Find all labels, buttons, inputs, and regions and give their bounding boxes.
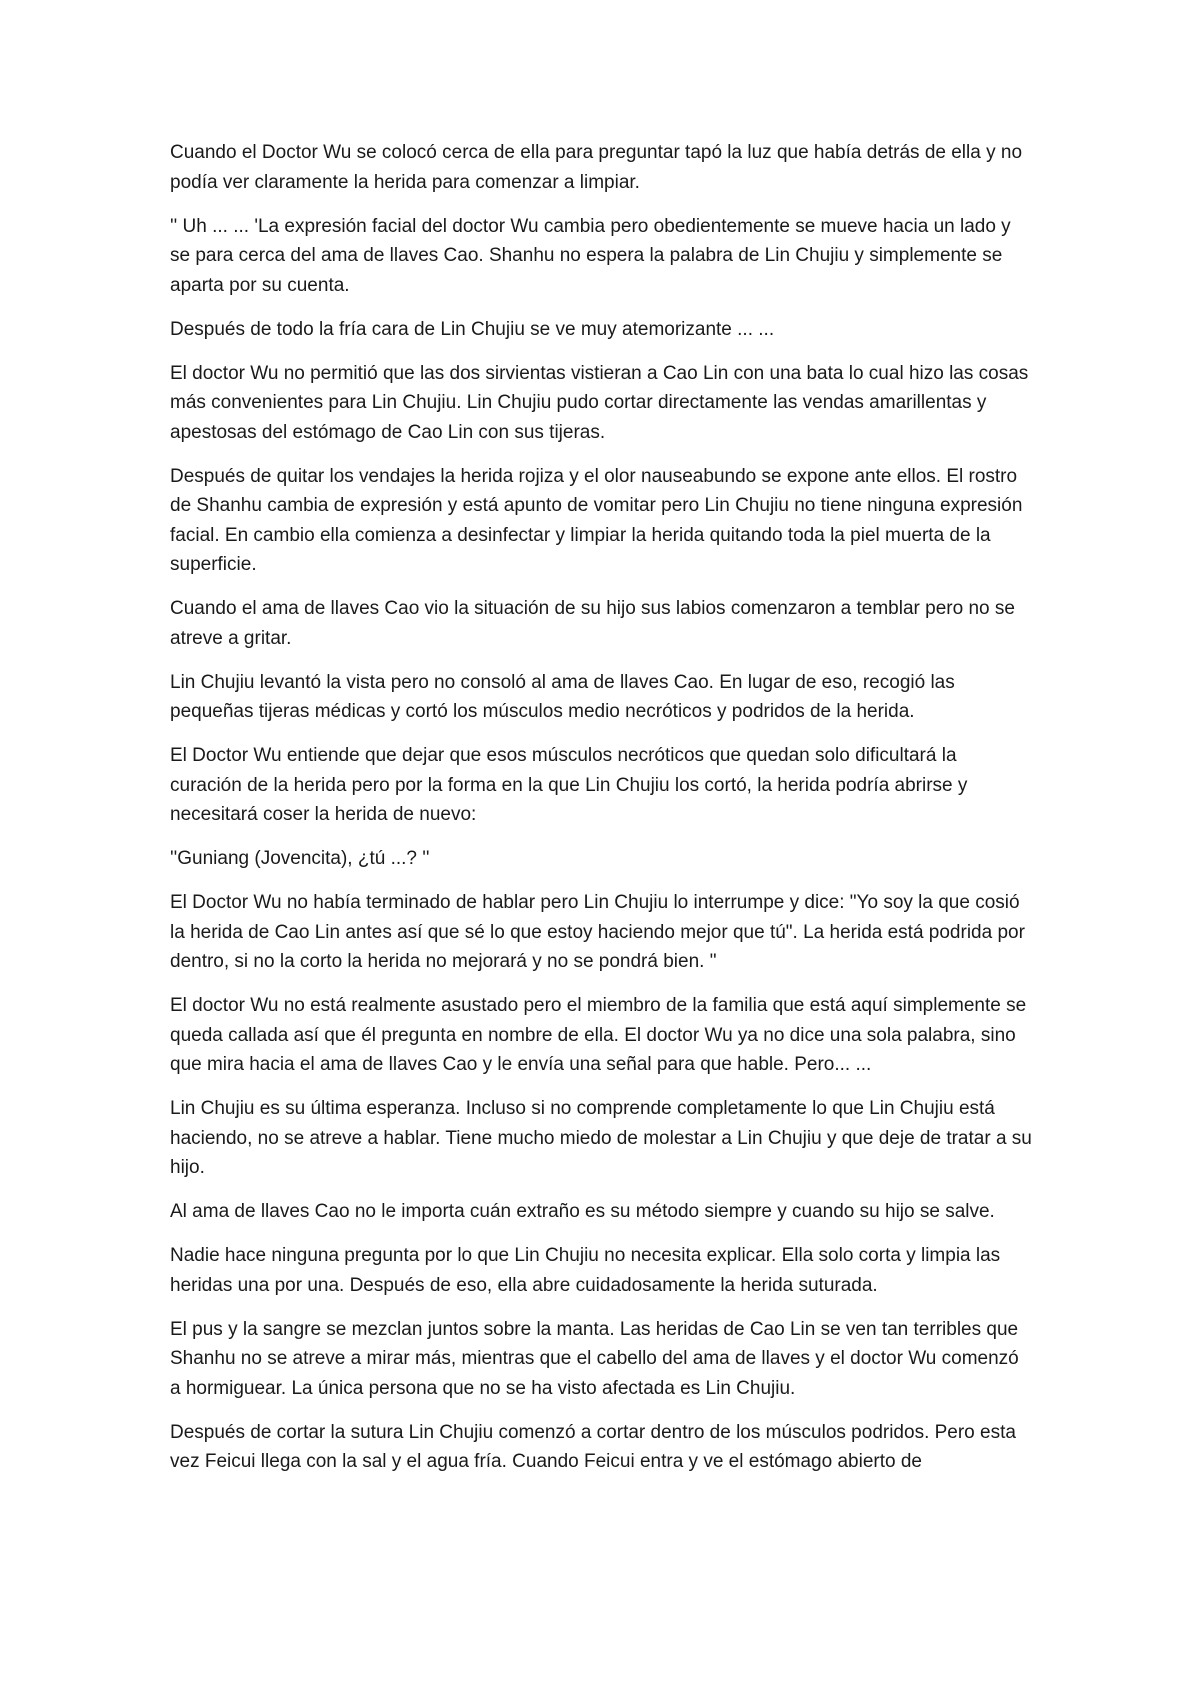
paragraph: Lin Chujiu levantó la vista pero no consoló al ama de llaves Cao. En lugar de eso, recogió las pequeñas tijeras médicas y cortó los músculos medio necróticos y podridos de la herida. (170, 671, 955, 722)
paragraph: El pus y la sangre se mezclan juntos sobre la manta. Las heridas de Cao Lin se ven tan terribles que Shanhu no se atreve a mirar más, mientras que el cabello del ama de llaves y el doctor Wu comenzó a hormiguear. La única persona que no se ha visto afectada es Lin Chujiu. (170, 1318, 1019, 1399)
paragraph: Cuando el ama de llaves Cao vio la situación de su hijo sus labios comenzaron a temblar pero no se atreve a gritar. (170, 598, 1015, 649)
paragraph: Cuando el Doctor Wu se colocó cerca de ella para preguntar tapó la luz que había detrás de ella y no podía ver claramente la herida para comenzar a limpiar. (170, 142, 1023, 193)
paragraph: Nadie hace ninguna pregunta por lo que Lin Chujiu no necesita explicar. Ella solo corta y limpia las heridas una por una. Después de eso, ella abre cuidadosamente la herida suturada. (170, 1245, 1001, 1296)
paragraph: '' Uh ... ... 'La expresión facial del doctor Wu cambia pero obedientemente se mueve hacia un lado y se para cerca del ama de llaves Cao. Shanhu no espera la palabra de Lin Chujiu y simplemente se aparta por su cuenta. (170, 215, 1011, 296)
paragraph: Después de quitar los vendajes la herida rojiza y el olor nauseabundo se expone ante ellos. El rostro de Shanhu cambia de expresión y está apunto de vomitar pero Lin Chujiu no tiene ninguna expresión facial. En cambio ella comienza a desinfectar y limpiar la herida quitando toda la piel muerta de la superficie. (170, 465, 1023, 575)
paragraph: Al ama de llaves Cao no le importa cuán extraño es su método siempre y cuando su hijo se salve. (170, 1201, 995, 1222)
paragraph: El Doctor Wu no había terminado de hablar pero Lin Chujiu lo interrumpe y dice: "Yo soy la que cosió la herida de Cao Lin antes así que sé lo que estoy haciendo mejor que tú". La herida está podrida por dentro, si no la corto la herida no mejorará y no se pondrá bien. " (170, 892, 1025, 972)
paragraph: ''Guniang (Jovencita), ¿tú ...? '' (170, 848, 430, 869)
paragraph: El doctor Wu no permitió que las dos sirvientas vistieran a Cao Lin con una bata lo cual hizo las cosas más convenientes para Lin Chujiu. Lin Chujiu pudo cortar directamente las vendas amarillentas y apestosas del estómago de Cao Lin con sus tijeras. (170, 362, 1029, 443)
paragraph: Después de todo la fría cara de Lin Chujiu se ve muy atemorizante ... ... (170, 318, 775, 340)
paragraph: El doctor Wu no está realmente asustado pero el miembro de la familia que está aquí simplemente se queda callada así que él pregunta en nombre de ella. El doctor Wu ya no dice una sola palabra, sino que mira hacia el ama de llaves Cao y le envía una señal para que hable. Pero... ... (170, 995, 1027, 1075)
document-page (170, 138, 1032, 1491)
paragraph: El Doctor Wu entiende que dejar que esos músculos necróticos que quedan solo dificultará la curación de la herida pero por la forma en la que Lin Chujiu los cortó, la herida podría abrirse y necesitará coser la herida de nuevo: (170, 745, 968, 825)
paragraph: Después de cortar la sutura Lin Chujiu comenzó a cortar dentro de los músculos podridos. Pero esta vez Feicui llega con la sal y el agua fría. Cuando Feicui entra y ve el estómago abierto de (170, 1421, 1016, 1472)
paragraph: Lin Chujiu es su última esperanza. Incluso si no comprende completamente lo que Lin Chujiu está haciendo, no se atreve a hablar. Tiene mucho miedo de molestar a Lin Chujiu y que deje de tratar a su hijo. (170, 1098, 1032, 1178)
